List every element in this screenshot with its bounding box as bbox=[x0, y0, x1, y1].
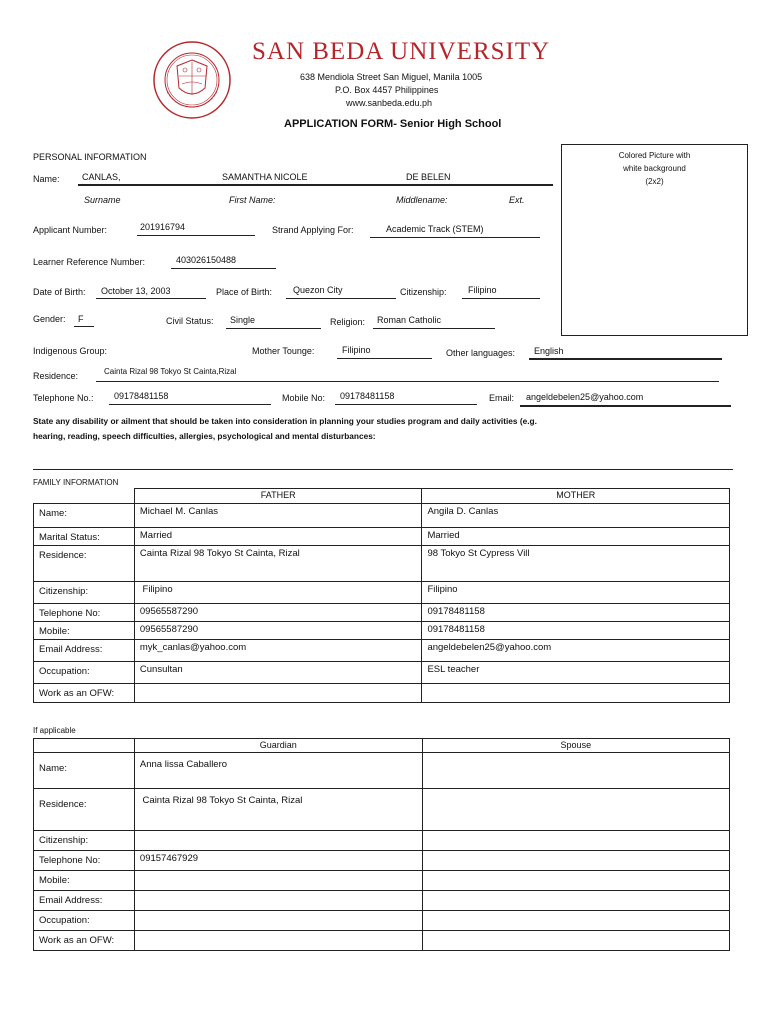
guardian-row-label: Occupation: bbox=[34, 911, 135, 931]
mother-cell: Filipino bbox=[422, 582, 730, 604]
spouse-cell bbox=[422, 911, 729, 931]
father-cell: Cunsultan bbox=[134, 662, 422, 684]
address-line-1: 638 Mendiola Street San Miguel, Manila 1005 bbox=[300, 72, 483, 82]
indigenous-group-label: Indigenous Group: bbox=[33, 346, 108, 356]
residence-underline bbox=[96, 381, 719, 382]
father-cell: Cainta Rizal 98 Tokyo St Cainta, Rizal bbox=[134, 546, 422, 582]
guardian-table bbox=[33, 738, 730, 951]
family-row-label: Citizenship: bbox=[34, 582, 135, 604]
telephone-value: 09178481158 bbox=[114, 391, 169, 401]
mother-tongue-underline bbox=[337, 358, 432, 359]
guardian-cell: Cainta Rizal 98 Tokyo St Cainta, Rizal bbox=[134, 789, 422, 831]
table-row bbox=[34, 546, 730, 582]
table-row bbox=[34, 851, 730, 871]
address-line-2: P.O. Box 4457 Philippines bbox=[335, 85, 439, 95]
guardian-cell: 09157467929 bbox=[134, 851, 422, 871]
guardian-cell bbox=[134, 831, 422, 851]
photo-box-line-3: (2x2) bbox=[645, 177, 664, 186]
guardian-row-label: Residence: bbox=[34, 789, 135, 831]
mother-cell: angeldebelen25@yahoo.com bbox=[422, 640, 730, 662]
strand-underline bbox=[370, 237, 540, 238]
mother-cell: ESL teacher bbox=[422, 662, 730, 684]
gender-label: Gender: bbox=[33, 314, 66, 324]
family-section-title: FAMILY INFORMATION bbox=[33, 478, 119, 487]
email-underline bbox=[520, 405, 731, 407]
mother-cell: 09178481158 bbox=[422, 622, 730, 640]
father-cell: 09565587290 bbox=[134, 604, 422, 622]
guardian-row-label: Telephone No: bbox=[34, 851, 135, 871]
mobile-value: 09178481158 bbox=[340, 391, 395, 401]
father-cell: Michael M. Canlas bbox=[134, 504, 422, 528]
form-title-main: APPLICATION FORM bbox=[284, 118, 394, 130]
other-languages-underline bbox=[529, 358, 722, 360]
section-divider bbox=[33, 469, 733, 470]
table-row bbox=[34, 871, 730, 891]
family-table bbox=[33, 488, 730, 703]
guardian-row-label: Name: bbox=[34, 753, 135, 789]
gender-value: F bbox=[78, 314, 84, 324]
middle-name-caption: Middlename: bbox=[396, 195, 448, 205]
photo-box bbox=[561, 144, 748, 336]
father-cell: myk_canlas@yahoo.com bbox=[134, 640, 422, 662]
family-row-label: Mobile: bbox=[34, 622, 135, 640]
citizenship-value: Filipino bbox=[468, 285, 497, 295]
dob-value: October 13, 2003 bbox=[101, 286, 171, 296]
guardian-row-label: Citizenship: bbox=[34, 831, 135, 851]
table-row bbox=[34, 528, 730, 546]
table-row bbox=[34, 504, 730, 528]
spouse-cell bbox=[422, 871, 729, 891]
disability-prompt-line-1: State any disability or ailment that should be taken into consideration in planning your studies program and daily activities (e.g. bbox=[33, 416, 537, 426]
surname-caption: Surname bbox=[84, 195, 121, 205]
family-row-label: Occupation: bbox=[34, 662, 135, 684]
family-header-blank bbox=[34, 489, 135, 504]
table-row bbox=[34, 789, 730, 831]
family-header-father: FATHER bbox=[134, 489, 422, 504]
table-row bbox=[34, 753, 730, 789]
photo-box-line-1: Colored Picture with bbox=[618, 151, 691, 160]
strand-label: Strand Applying For: bbox=[272, 225, 354, 235]
lrn-label: Learner Reference Number: bbox=[33, 257, 146, 267]
if-applicable-note: If applicable bbox=[33, 726, 76, 735]
religion-underline bbox=[373, 328, 495, 329]
family-row-label: Name: bbox=[34, 504, 135, 528]
family-row-label: Telephone No: bbox=[34, 604, 135, 622]
pob-label: Place of Birth: bbox=[216, 287, 273, 297]
family-header-mother: MOTHER bbox=[422, 489, 730, 504]
other-languages-label: Other languages: bbox=[446, 348, 516, 358]
table-row bbox=[34, 911, 730, 931]
spouse-cell bbox=[422, 789, 729, 831]
applicant-number-underline bbox=[137, 235, 255, 236]
mother-cell: 98 Tokyo St Cypress Vill bbox=[422, 546, 730, 582]
guardian-header-guardian: Guardian bbox=[134, 739, 422, 753]
father-cell: Filipino bbox=[134, 582, 422, 604]
family-row-label: Marital Status: bbox=[34, 528, 135, 546]
lrn-value: 403026150488 bbox=[176, 255, 237, 265]
guardian-cell bbox=[134, 891, 422, 911]
middle-name-value: DE BELEN bbox=[406, 172, 451, 182]
mother-cell: Angila D. Canlas bbox=[422, 504, 730, 528]
civil-status-label: Civil Status: bbox=[166, 316, 214, 326]
email-value: angeldebelen25@yahoo.com bbox=[526, 392, 644, 402]
guardian-row-label: Mobile: bbox=[34, 871, 135, 891]
guardian-row-label: Email Address: bbox=[34, 891, 135, 911]
guardian-row-label: Work as an OFW: bbox=[34, 931, 135, 951]
table-row bbox=[34, 684, 730, 703]
lrn-underline bbox=[171, 268, 276, 269]
website: www.sanbeda.edu.ph bbox=[346, 98, 433, 108]
photo-box-line-2: white background bbox=[623, 164, 686, 173]
guardian-cell bbox=[134, 931, 422, 951]
father-cell bbox=[134, 684, 422, 703]
spouse-cell bbox=[422, 931, 729, 951]
father-cell: 09565587290 bbox=[134, 622, 422, 640]
personal-section-title: PERSONAL INFORMATION bbox=[33, 152, 147, 162]
table-row bbox=[34, 891, 730, 911]
guardian-cell bbox=[134, 871, 422, 891]
civil-status-underline bbox=[226, 328, 321, 329]
email-label: Email: bbox=[489, 393, 515, 403]
guardian-cell: Anna lissa Caballero bbox=[134, 753, 422, 789]
name-underline bbox=[78, 184, 553, 186]
spouse-cell bbox=[422, 753, 729, 789]
table-row bbox=[34, 640, 730, 662]
father-cell: Married bbox=[134, 528, 422, 546]
residence-value: Cainta Rizal 98 Tokyo St Cainta,Rizal bbox=[104, 367, 237, 376]
university-seal-icon bbox=[152, 40, 232, 120]
family-row-label: Work as an OFW: bbox=[34, 684, 135, 703]
telephone-underline bbox=[109, 404, 271, 405]
table-row bbox=[34, 604, 730, 622]
civil-status-value: Single bbox=[230, 315, 256, 325]
residence-label: Residence: bbox=[33, 371, 79, 381]
religion-value: Roman Catholic bbox=[377, 315, 442, 325]
mother-cell bbox=[422, 684, 730, 703]
mother-cell: Married bbox=[422, 528, 730, 546]
table-row bbox=[34, 831, 730, 851]
first-name-value: SAMANTHA NICOLE bbox=[222, 172, 308, 182]
guardian-cell bbox=[134, 911, 422, 931]
form-title bbox=[284, 118, 501, 130]
family-row-label: Residence: bbox=[34, 546, 135, 582]
mobile-label: Mobile No: bbox=[282, 393, 326, 403]
mother-tongue-label: Mother Tounge: bbox=[252, 346, 315, 356]
family-row-label: Email Address: bbox=[34, 640, 135, 662]
other-languages-value: English bbox=[534, 346, 564, 356]
university-name: SAN BEDA UNIVERSITY bbox=[252, 38, 551, 65]
disability-prompt-line-2: hearing, reading, speech difficulties, allergies, psychological and mental disturbances: bbox=[33, 431, 376, 441]
mother-cell: 09178481158 bbox=[422, 604, 730, 622]
table-row bbox=[34, 931, 730, 951]
dob-label: Date of Birth: bbox=[33, 287, 86, 297]
mother-tongue-value: Filipino bbox=[342, 345, 371, 355]
religion-label: Religion: bbox=[330, 317, 366, 327]
table-row bbox=[34, 622, 730, 640]
first-name-caption: First Name: bbox=[229, 195, 276, 205]
ext-caption: Ext. bbox=[509, 195, 525, 205]
pob-underline bbox=[286, 298, 396, 299]
spouse-cell bbox=[422, 851, 729, 871]
citizenship-underline bbox=[462, 298, 540, 299]
mobile-underline bbox=[335, 404, 477, 405]
spouse-cell bbox=[422, 891, 729, 911]
applicant-number-label: Applicant Number: bbox=[33, 225, 108, 235]
gender-underline bbox=[74, 326, 94, 327]
spouse-cell bbox=[422, 831, 729, 851]
strand-value: Academic Track (STEM) bbox=[386, 224, 484, 234]
name-label: Name: bbox=[33, 174, 60, 184]
citizenship-label: Citizenship: bbox=[400, 287, 447, 297]
surname-value: CANLAS, bbox=[82, 172, 121, 182]
pob-value: Quezon City bbox=[293, 285, 343, 295]
table-row bbox=[34, 582, 730, 604]
telephone-label: Telephone No.: bbox=[33, 393, 94, 403]
applicant-number-value: 201916794 bbox=[140, 222, 186, 232]
dob-underline bbox=[96, 298, 206, 299]
guardian-header-blank bbox=[34, 739, 135, 753]
guardian-header-spouse: Spouse bbox=[422, 739, 729, 753]
form-title-sub: - Senior High School bbox=[393, 118, 502, 130]
table-row bbox=[34, 662, 730, 684]
